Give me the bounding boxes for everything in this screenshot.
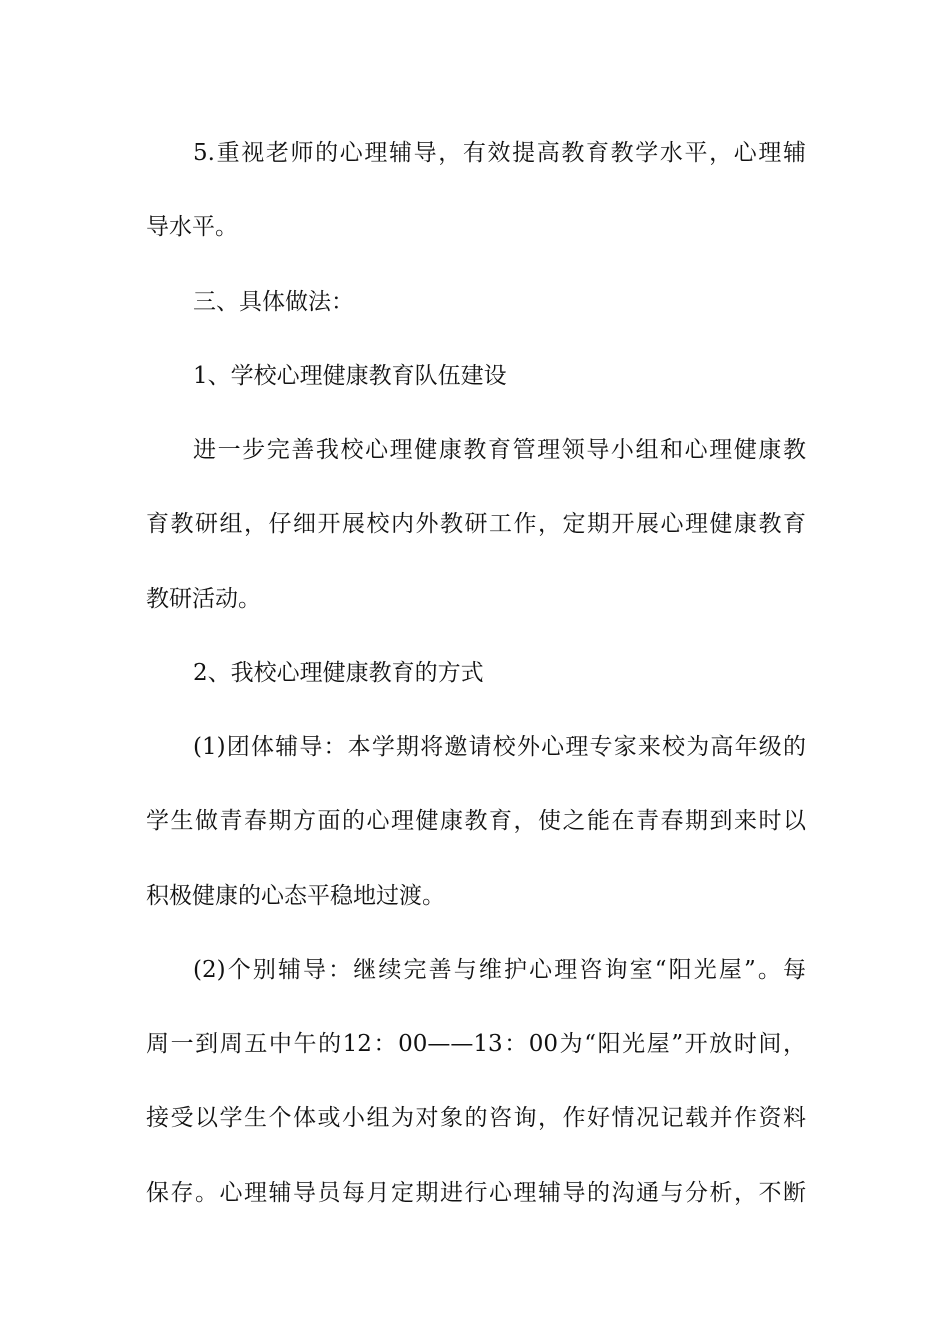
paragraph-line: 导水平。	[146, 214, 238, 240]
paragraph-line: 周一到周五中午的12：00——13：00为“阳光屋”开放时间，	[146, 1031, 806, 1057]
paragraph-line: 育教研组，仔细开展校内外教研工作，定期开展心理健康教育	[146, 511, 806, 537]
paragraph-line: 进一步完善我校心理健康教育管理领导小组和心理健康教	[193, 437, 806, 463]
paragraph-line: 接受以学生个体或小组为对象的咨询，作好情况记载并作资料	[146, 1105, 806, 1131]
paragraph-line: 学生做青春期方面的心理健康教育，使之能在青春期到来时以	[146, 808, 806, 834]
paragraph-line: 教研活动。	[146, 586, 261, 612]
paragraph-line: 保存。心理辅导员每月定期进行心理辅导的沟通与分析，不断	[146, 1180, 806, 1206]
paragraph-line: 5.重视老师的心理辅导，有效提高教育教学水平，心理辅	[193, 140, 806, 166]
paragraph-line: (1)团体辅导：本学期将邀请校外心理专家来校为高年级的	[193, 734, 806, 760]
subsection-heading: 2、我校心理健康教育的方式	[193, 660, 484, 686]
subsection-heading: 1、学校心理健康教育队伍建设	[193, 363, 507, 389]
section-heading: 三、具体做法：	[193, 289, 354, 315]
paragraph-line: (2)个别辅导：继续完善与维护心理咨询室“阳光屋”。每	[193, 957, 806, 983]
paragraph-line: 积极健康的心态平稳地过渡。	[146, 883, 445, 909]
